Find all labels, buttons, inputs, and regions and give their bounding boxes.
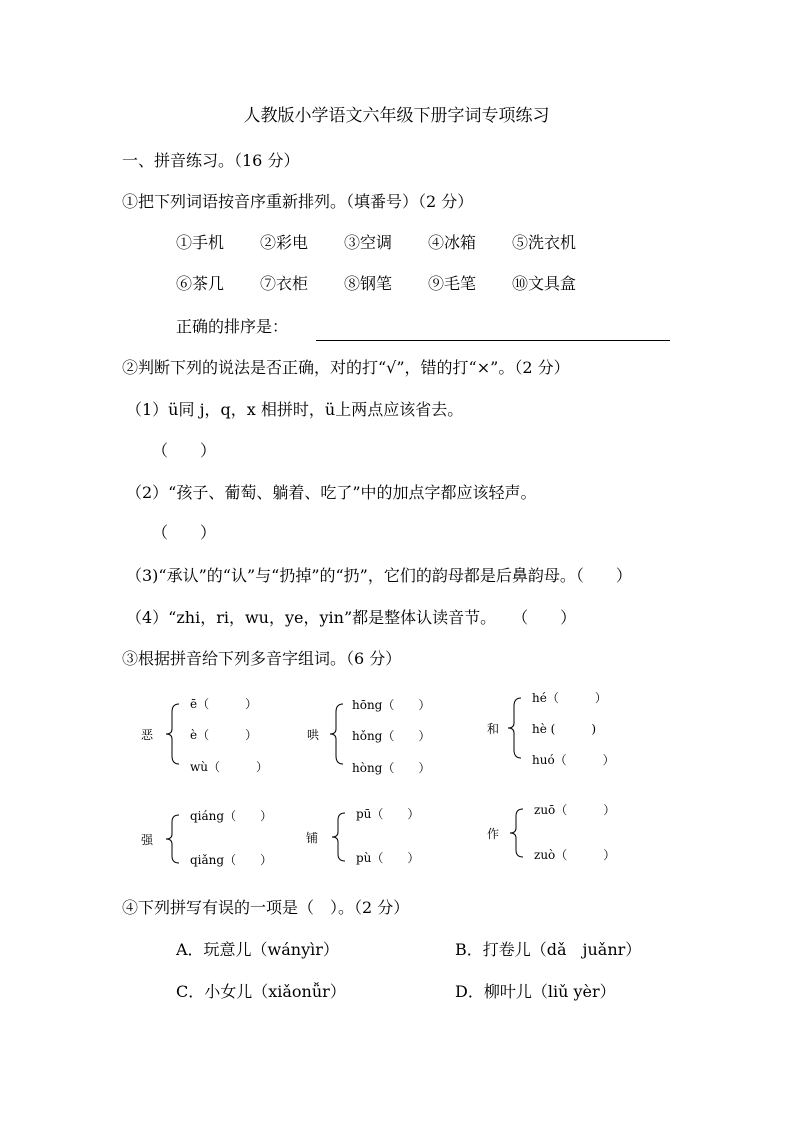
option-a[interactable]: A．玩意儿（wányìr） (176, 940, 339, 959)
word-item: ⑩文具盒 (512, 274, 577, 293)
answer-paren-1[interactable]: （ ） (152, 441, 217, 460)
reading-item[interactable]: wù（ ） (190, 760, 269, 774)
word-item: ②彩电 (260, 233, 309, 252)
brace-icon (328, 702, 348, 766)
option-c[interactable]: C．小女儿（xiǎonǚr） (176, 982, 346, 1001)
answer-label: 正确的排序是： (176, 317, 289, 336)
question-2-prompt: ②判断下列的说法是否正确，对的打“√”，错的打“×”。（2 分） (122, 358, 570, 377)
reading-item[interactable]: è（ ） (190, 728, 258, 742)
word-item: ③空调 (344, 233, 393, 252)
word-list-row-2 (176, 273, 576, 295)
polyphone-char: 铺 (306, 831, 319, 845)
brace-icon (508, 807, 528, 859)
section-heading: 一、拼音练习。（16 分） (122, 151, 300, 170)
word-list-row-1 (176, 232, 576, 254)
question-1-prompt: ①把下列词语按音序重新排列。（填番号）（2 分） (122, 192, 474, 211)
word-item: ⑦衣柜 (260, 274, 309, 293)
polyphone-char: 作 (487, 827, 500, 841)
statement-4: （4）“zhi，ri，wu，ye，yin”都是整体认读音节。 （ ） (126, 608, 577, 627)
brace-icon (506, 696, 526, 760)
reading-item[interactable]: pù（ ） (356, 851, 420, 865)
statement-1: （1）ü同 j，q，x 相拼时，ü上两点应该省去。 (126, 400, 464, 419)
statement-2: （2）“孩子、葡萄、躺着、吃了”中的加点字都应该轻声。 (126, 483, 537, 502)
reading-item[interactable]: hòng（ ） (352, 761, 431, 775)
page-title: 人教版小学语文六年级下册字词专项练习 (243, 106, 550, 126)
polyphone-char: 哄 (307, 728, 320, 742)
reading-item[interactable]: qiǎng（ ） (190, 853, 273, 867)
question-3-prompt: ③根据拼音给下列多音字组词。（6 分） (122, 649, 402, 668)
statement-3: （3)“承认”的“认”与“扔掉”的“扔”，它们的韵母都是后鼻韵母。（ ） (126, 566, 632, 585)
word-item: ⑨毛笔 (428, 274, 477, 293)
word-item: ⑧钢笔 (344, 274, 393, 293)
reading-item[interactable]: huó（ ） (532, 753, 615, 767)
reading-item[interactable]: pū（ ） (356, 807, 420, 821)
reading-item[interactable]: hé（ ） (532, 691, 607, 705)
reading-item[interactable]: zuò（ ） (534, 848, 616, 862)
option-b[interactable]: B．打卷儿（dǎ juǎnr） (455, 940, 642, 959)
reading-item[interactable]: zuō（ ） (534, 803, 616, 817)
word-item: ⑥茶几 (176, 274, 225, 293)
word-item: ⑤洗衣机 (512, 233, 577, 252)
reading-item[interactable]: hè ( ) (532, 722, 597, 736)
word-item: ④冰箱 (428, 233, 477, 252)
brace-icon (164, 813, 184, 865)
option-d[interactable]: D．柳叶儿（liǔ yèr） (455, 982, 616, 1001)
question-4-prompt: ④下列拼写有误的一项是（ ）。（2 分） (122, 898, 410, 917)
polyphone-char: 和 (487, 722, 500, 736)
reading-item[interactable]: hǒng（ ） (352, 729, 431, 743)
brace-icon (164, 702, 184, 766)
polyphone-char: 恶 (141, 728, 154, 742)
answer-paren-2[interactable]: （ ） (152, 523, 217, 542)
reading-item[interactable]: ē（ ） (190, 697, 258, 711)
brace-icon (330, 811, 350, 863)
polyphone-char: 强 (141, 833, 154, 847)
answer-blank-line[interactable] (316, 340, 670, 341)
word-item: ①手机 (176, 233, 225, 252)
reading-item[interactable]: qiáng（ ） (190, 809, 273, 823)
reading-item[interactable]: hōng（ ） (352, 698, 431, 712)
